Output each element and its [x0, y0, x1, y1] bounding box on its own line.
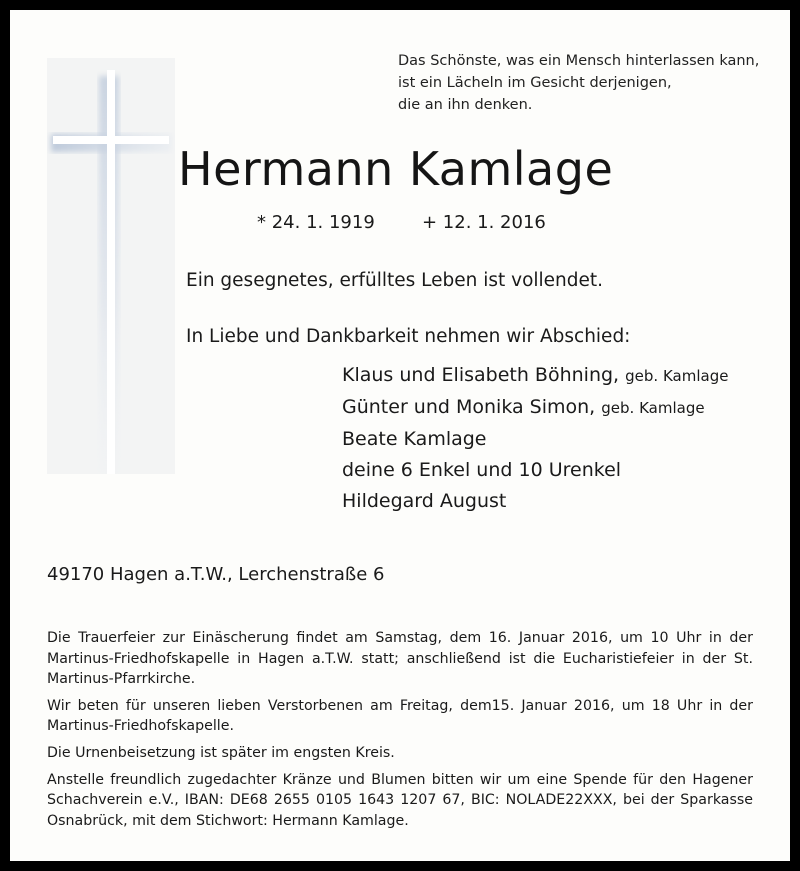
details-paragraph: Die Urnenbeisetzung ist später im engsten Kreis. — [47, 744, 395, 761]
quote-line: die an ihn denken. — [398, 97, 533, 113]
maiden-name-note: geb. Kamlage — [601, 399, 705, 417]
mourner-entry — [342, 392, 728, 424]
birth-date: * 24. 1. 1919 — [257, 212, 375, 233]
service-details — [47, 628, 753, 837]
obituary-notice — [10, 10, 790, 861]
mourner-name: deine 6 Enkel und 10 Urenkel — [342, 459, 622, 481]
quote-line: ist ein Lächeln im Gesicht derjenigen, — [398, 75, 672, 91]
details-paragraph: Wir beten für unseren lieben Verstorbenen am Freitag, dem15. Januar 2016, um 18 Uhr in der Martinus-Friedhofskapelle. — [47, 697, 753, 735]
mourner-name: Hildegard August — [342, 490, 507, 512]
deceased-name: Hermann Kamlage — [178, 142, 614, 196]
mourner-entry — [342, 424, 728, 455]
mourner-name: Klaus und Elisabeth Böhning, — [342, 364, 620, 386]
mourner-entry — [342, 486, 728, 517]
details-paragraph: Die Trauerfeier zur Einäscherung findet am Samstag, dem 16. Januar 2016, um 10 Uhr in der Martinus-Friedhofskapelle in Hagen a.T.W. statt; anschließend ist die Eucharistiefeier in der St. Martinus-Pfarrkirche. — [47, 630, 753, 688]
mourner-name: Beate Kamlage — [342, 428, 487, 450]
mourner-name: Günter und Monika Simon, — [342, 396, 596, 418]
farewell-text: In Liebe und Dankbarkeit nehmen wir Abschied: — [186, 326, 631, 347]
quote-line: Das Schönste, was ein Mensch hinterlassen kann, — [398, 53, 760, 69]
memorial-quote — [398, 50, 778, 116]
statement-text: Ein gesegnetes, erfülltes Leben ist vollendet. — [186, 270, 604, 291]
mourner-entry — [342, 455, 728, 486]
address-line: 49170 Hagen a.T.W., Lerchenstraße 6 — [47, 564, 385, 585]
cross-icon — [47, 58, 175, 474]
mourners-list — [342, 360, 728, 517]
death-date: + 12. 1. 2016 — [422, 212, 546, 233]
mourner-entry — [342, 360, 728, 392]
maiden-name-note: geb. Kamlage — [625, 367, 729, 385]
donation-paragraph: Anstelle freundlich zugedachter Kränze und Blumen bitten wir um eine Spende für den Hagener Schachverein e.V., IBAN: DE68 2655 0105 1643 1207 67, BIC: NOLADE22XXX, bei der Sparkasse Osnabrück, mit dem Stichwort: Hermann Kamlage. — [47, 771, 753, 829]
